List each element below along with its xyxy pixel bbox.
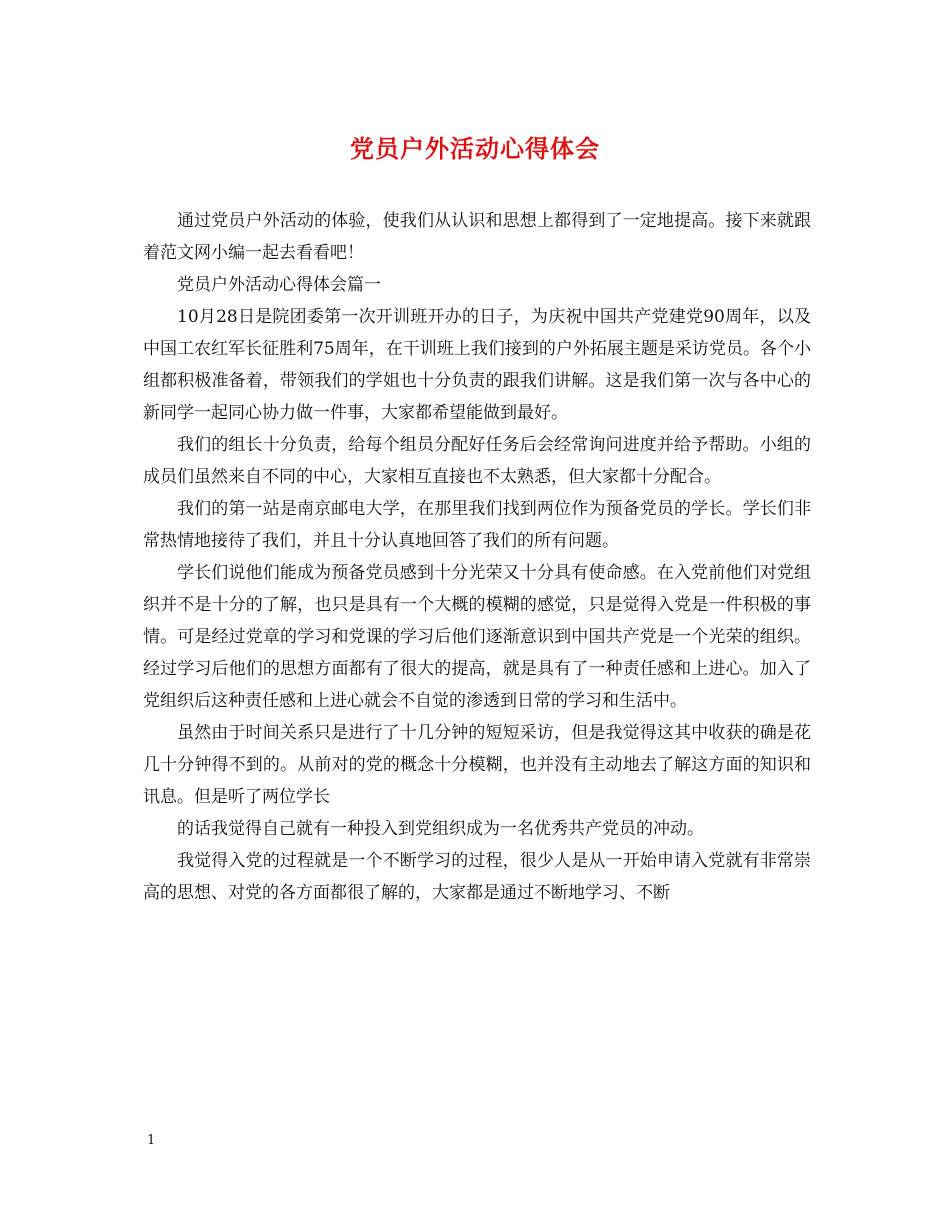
document-body (143, 205, 811, 909)
paragraph: 我觉得入党的过程就是一个不断学习的过程，很少人是从一开始申请入党就有非常崇高的思想、对党的各方面都很了解的，大家都是通过不断地学习、不断 (143, 851, 811, 903)
section-heading: 党员户外活动心得体会篇一 (177, 275, 381, 295)
paragraph: 我们的第一站是南京邮电大学，在那里我们找到两位作为预备党员的学长。学长们非常热情地接待了我们，并且十分认真地回答了我们的所有问题。 (143, 499, 811, 551)
paragraph: 学长们说他们能成为预备党员感到十分光荣又十分具有使命感。在入党前他们对党组织并不是十分的了解，也只是具有一个大概的模糊的感觉，只是觉得入党是一件积极的事情。可是经过党章的学习和党课的学习后他们逐渐意识到中国共产党是一个光荣的组织。经过学习后他们的思想方面都有了很大的提高，就是具有了一种责任感和上进心。加入了党组织后这种责任感和上进心就会不自觉的渗透到日常的学习和生活中。 (143, 563, 811, 711)
paragraph: 我们的组长十分负责，给每个组员分配好任务后会经常询问进度并给予帮助。小组的成员们虽然来自不同的中心，大家相互直接也不太熟悉，但大家都十分配合。 (143, 435, 811, 487)
document-title: 党员户外活动心得体会 (350, 134, 600, 163)
paragraph: 10月28日是院团委第一次开训班开办的日子，为庆祝中国共产党建党90周年，以及中国工农红军长征胜利75周年，在干训班上我们接到的户外拓展主题是采访党员。各个小组都积极准备着，带领我们的学姐也十分负责的跟我们讲解。这是我们第一次与各中心的新同学一起同心协力做一件事，大家都希望能做到最好。 (143, 307, 811, 423)
paragraph: 虽然由于时间关系只是进行了十几分钟的短短采访，但是我觉得这其中收获的确是花几十分钟得不到的。从前对的党的概念十分模糊，也并没有主动地去了解这方面的知识和讯息。但是听了两位学长 (143, 723, 811, 807)
paragraph-intro: 通过党员户外活动的体验，使我们从认识和思想上都得到了一定地提高。接下来就跟着范文网小编一起去看看吧！ (143, 211, 811, 263)
paragraph: 的话我觉得自己就有一种投入到党组织成为一名优秀共产党员的冲动。 (177, 819, 704, 839)
page-number: 1 (147, 1133, 156, 1148)
